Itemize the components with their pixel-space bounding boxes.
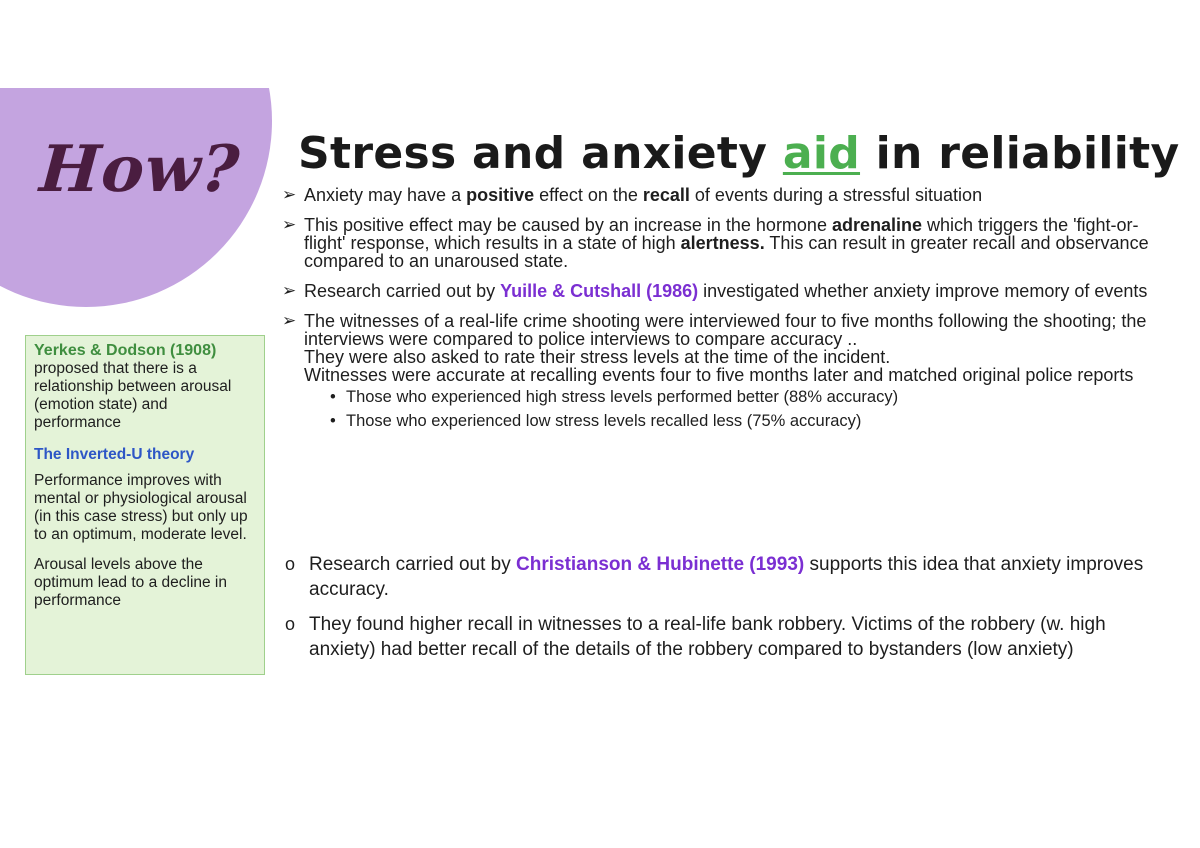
bullet-text: This positive effect may be caused by an increase in the hormone (304, 215, 832, 235)
arrow-bullet-icon: ➢ (282, 311, 297, 330)
bullet-text: This can result in greater recall and observance compared to an unaroused state. (304, 233, 1149, 271)
circle-bullet-item (285, 552, 1145, 602)
top-margin (0, 0, 300, 88)
bullet-text: of events during a stressful situation (689, 185, 983, 205)
bullet-text: They found higher recall in witnesses to a real-life bank robbery. Victims of the robbery (w. high anxiety) had better recall of the details of the robbery compared to bystanders (low anxiety) (309, 614, 1106, 660)
how-heading: How? (37, 132, 243, 207)
title-part-2: in reliability (860, 128, 1180, 179)
dot-bullet-icon: • (330, 412, 336, 430)
sidebox-intro: proposed that there is a relationship between arousal (emotion state) and performance (34, 360, 232, 431)
bullet-bold: adrenaline (831, 215, 923, 235)
dot-bullet-icon: • (330, 388, 336, 406)
bullet-text: Research carried out by (309, 554, 516, 575)
decline-text: Arousal levels above the optimum lead to a decline in performance (34, 556, 228, 609)
bullet-text: The witnesses of a real-life crime shooting were interviewed four to five months following the shooting; the interviews were compared to police interviews to compare accuracy .. (304, 311, 1147, 349)
bullet-bold: positive (466, 185, 535, 205)
bullet-text: Anxiety may have a (304, 185, 467, 205)
bullet-text: effect on the (534, 185, 643, 205)
bullet-text: Research carried out by (304, 281, 501, 301)
circle-bullet-list (285, 552, 1145, 672)
sub-bullet-text: Those who experienced low stress levels recalled less (75% accuracy) (346, 412, 862, 430)
arrow-bullet-icon: ➢ (282, 215, 297, 234)
circle-bullet-icon: o (285, 554, 296, 574)
sub-bullet-item (304, 410, 1162, 432)
arrow-bullet-icon: ➢ (282, 281, 297, 300)
sidebox-heading: Yerkes & Dodson (1908) (34, 342, 217, 359)
title-part-1: Stress and anxiety (298, 128, 783, 179)
inverted-u-heading: The Inverted-U theory (34, 446, 195, 463)
inverted-u-text: Performance improves with mental or physiological arousal (in this case stress) but only up to an optimum, moderate level. (34, 472, 248, 543)
title-highlight-aid: aid (782, 128, 861, 179)
arrow-bullet-icon: ➢ (282, 185, 297, 204)
study-reference: Christianson & Hubinette (1993) (516, 554, 805, 575)
bullet-text: investigated whether anxiety improve memory of events (698, 281, 1148, 301)
sub-bullet-text: Those who experienced high stress levels performed better (88% accuracy) (346, 388, 899, 406)
bullet-bold: recall (642, 185, 690, 205)
circle-bullet-item (285, 612, 1145, 662)
bullet-item (282, 186, 1162, 204)
sub-bullet-item (304, 386, 1162, 408)
yerkes-dodson-box (25, 335, 265, 675)
bullet-item (282, 216, 1162, 270)
circle-bullet-icon: o (285, 614, 296, 634)
bullet-text: supports this idea that anxiety improves accuracy. (309, 554, 1144, 600)
bullet-text: Witnesses were accurate at recalling events four to five months later and matched original police reports (304, 365, 1134, 385)
study-reference: Yuille & Cutshall (1986) (500, 281, 699, 301)
bullet-list (282, 186, 1162, 444)
bullet-item (282, 312, 1162, 432)
bullet-item (282, 282, 1162, 300)
bullet-text: which triggers the 'fight-or-flight' response, which results in a state of high (304, 215, 1139, 253)
page-title (298, 128, 1179, 179)
bullet-text: They were also asked to rate their stress levels at the time of the incident. (304, 347, 891, 367)
bullet-bold: alertness. (680, 233, 765, 253)
